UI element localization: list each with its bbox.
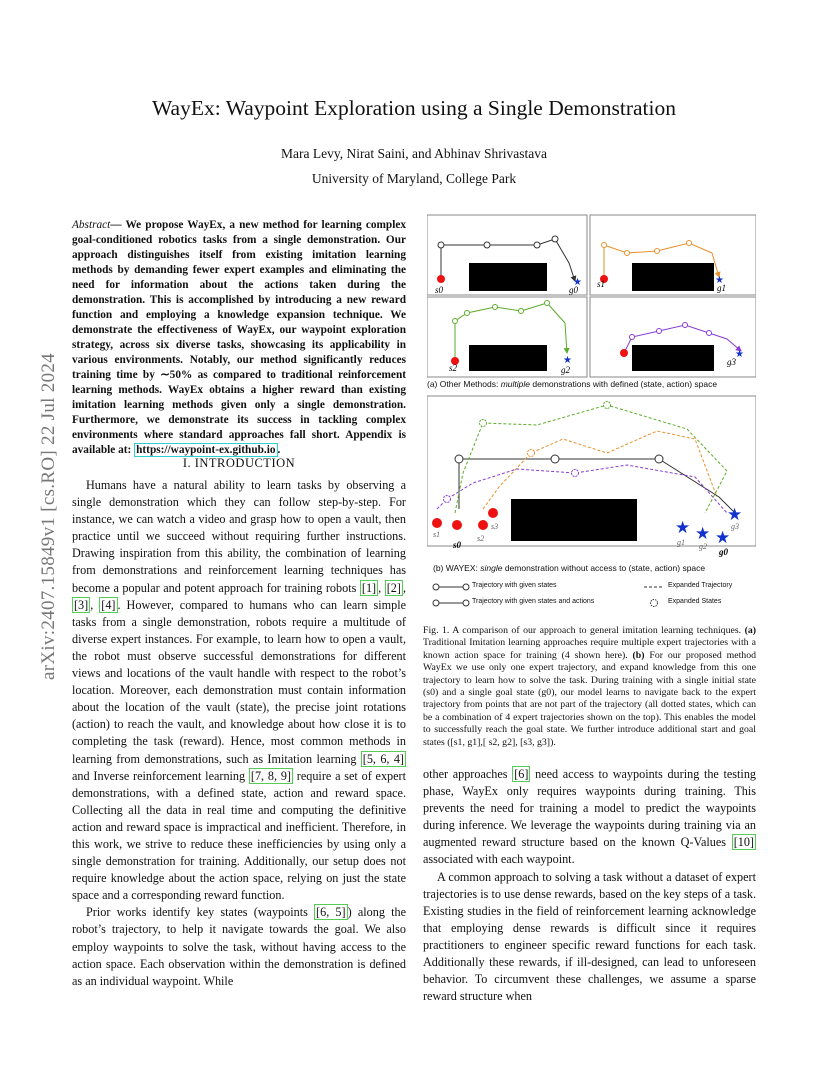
state-node: [687, 241, 692, 246]
figure-1: [427, 213, 756, 573]
citation-link[interactable]: [10]: [733, 835, 754, 850]
state-node: [493, 305, 498, 310]
affiliation: University of Maryland, College Park: [311, 171, 517, 186]
citation-link[interactable]: [6]: [514, 767, 529, 781]
abstract-end: .: [277, 444, 281, 456]
state-node: [657, 329, 662, 334]
label-s1: s1: [433, 530, 441, 539]
abstract: [72, 218, 406, 458]
goal-star: ★: [715, 528, 731, 547]
text-run: . However, compared to humans who can learn simple tasks from a single demonstration, robots require a multitude of diverse expert instances. For example, to learn how to open a vault, the robot must observe successful demonstrations for different views and locations of the vault handle with respect to the robot’s location. Moreover, each demonstration must contain information about the location of the vault (state), the precise joint rotations (action) to reach the vault, and knowledge about how close it is to completing the task (reward). Hence, most common methods in learning from demonstrations, such as Imitation learning: [72, 597, 406, 766]
label-s2: s2: [477, 534, 485, 543]
legend-label: Expanded Trajectory: [668, 582, 733, 589]
label-s2: s2: [449, 363, 458, 373]
label-s0: s0: [453, 540, 462, 550]
text-run: Humans have a natural ability to learn tasks by observing a single demonstration which they can follow step-by-step. For instance, we can watch a video and grasp how to open a vault, then practice until we succeed without requiring further instructions. Drawing inspiration from this ability, the combination of learning from demonstrations and reinforcement learning techniques has become a popular and potent approach for training robots: [72, 478, 406, 595]
label-g2: g2: [699, 542, 707, 551]
label-g2: g2: [561, 365, 570, 375]
state-node: [453, 319, 458, 324]
appendix-link[interactable]: https://waypoint-ex.github.io: [136, 444, 276, 456]
expanded-state: [444, 496, 451, 503]
paper-title: WayEx: Waypoint Exploration using a Single Demonstration: [151, 96, 676, 120]
text-run: For our proposed method WayEx we use only one expert trajectory, and expand knowledge from this one trajectory to learn how to solve the task. During training with a single initial state (s0) and a single goal state (g0), our model learns to navigate back to the expert trajectory from points that are not part of the trajectory (all dotted states, which can be a combination of 4 expert trajectories shown on the top). This enables the model to successfully reach the goal state. We further introduce additional start and goal states ([s1, g1],[ s2, g2], [s3, g3]).: [423, 649, 756, 748]
text-run: demonstration without access to (state, action) space: [502, 563, 706, 573]
label-g1: g1: [677, 538, 685, 547]
state-node: [545, 301, 550, 306]
start-state-s3: [488, 508, 498, 518]
text-run: associated with each waypoint.: [423, 852, 575, 867]
right-paragraph-2: A common approach to solving a task without a dataset of expert trajectories is to use dense rewards, based on the key steps of a task. Existing studies in the field of reinforcement learning acknowledge that employing dense rewards is difficult since it requires practitioners to engineer specific reward functions for each task. Additionally these rewards, if ill-designed, can lead to unforeseen behavior. To circumvent these challenges, we assume a sparse reward structure when: [423, 869, 756, 1004]
state-node: [625, 251, 630, 256]
right-paragraph-1: [423, 766, 756, 869]
goal-star: ★: [727, 505, 743, 524]
expanded-state: [480, 420, 487, 427]
text-run: Prior works identify key states (waypoints: [86, 905, 315, 920]
label-g0: g0: [569, 285, 578, 295]
legend-label: Trajectory with given states: [472, 582, 557, 589]
goal-star: ★: [563, 355, 572, 366]
expanded-trajectory-orange: [483, 431, 717, 509]
state-node: [484, 242, 490, 248]
label-s3: s3: [491, 522, 499, 531]
abstract-text: — We propose WayEx, a new method for learning complex goal-conditioned robotics tasks from a single demonstration. Our approach distinguishes itself from existing imitation learning methods by demanding fewer expert examples and eliminating the need for information about the actions taken during the demonstration. This is accomplished by introducing a new reward function and employing a knowledge expansion technique. We demonstrate the effectiveness of WayEx, our waypoint exploration strategy, across six diverse tasks, showcasing its applicability in various environments. Notably, our method significantly reduces training time by ∼50% as compared to traditional reinforcement learning methods. WayEx obtains a higher reward than existing imitation learning methods given only a single demonstration. Furthermore, we demonstrate its success in tackling complex environments where standard approaches fall short. Appendix is available at:: [72, 219, 406, 456]
intro-paragraph-1: Humans have a natural ability to learn tasks by observing a single demonstration which they can follow step-by-step. For instance, we can watch a video and grasp how to open a vault, then practice until we succeed without requiring further instructions. Drawing inspiration from this ability, the combination of learning from demonstrations and reinforcement learning techniques has become a popular and potent approach for training robots [1] , [2] , [3] , [4] . However, compared to humans who can learn simple tasks from a single demonstration, robots require a multitude of diverse expert instances. For example, to learn how to open a vault, the robot must observe successful demonstrations for different views and locations of the vault handle with respect to the robot’s location. Moreover, each demonstration must contain information about the location of the vault (state), the precise joint rotations (action) to reach the vault, and knowledge about how close it is to completing the task (reward). Hence, most common methods in learning from demonstrations, such as Imitation learning [5, 6, 4] and Inverse reinforcement learning [7, 8, 9] require a set of expert demonstrations, with a defined state, action and reward space. Collecting all the data in real time and computing the definitive action and reward space is impractical and inefficient. Therefore, in this work, we strive to reduce these inefficiencies by using only a single demonstration for training. Additionally, our setup does not require knowledge about the action space, relying on just the state space and a corresponding reward function.: [72, 478, 406, 903]
state-node: [552, 236, 558, 242]
text-run: ) along the robot’s trajectory, to help it navigate towards the goal. We also employ waypoints to solve the task, without having access to the action space. Each observation within the demonstration is defined as an individual waypoint. While: [72, 905, 406, 988]
caption-a: [427, 379, 756, 389]
legend-label: Trajectory with given states and actions: [472, 598, 595, 605]
text-run: (a): [744, 625, 756, 636]
text-run: other approaches: [423, 767, 513, 781]
text-run: single: [480, 563, 503, 573]
start-state-s3: [620, 349, 628, 357]
goal-star: ★: [715, 275, 724, 286]
legend-line-actions: [432, 598, 472, 608]
intro-left-column: [72, 477, 406, 990]
text-run: (a) Other Methods:: [427, 379, 501, 389]
start-state-s2: [478, 520, 488, 530]
text-run: multiple: [500, 379, 530, 389]
text-run: (b): [632, 649, 645, 661]
citation-link[interactable]: [6, 5]: [316, 905, 346, 920]
arxiv-sidebar: [18, 200, 58, 680]
expanded-state: [528, 450, 535, 457]
start-state-s0: [452, 520, 462, 530]
state-node: [534, 242, 540, 248]
state-node: [602, 243, 607, 248]
label-g0: g0: [719, 547, 728, 557]
text-run: and Inverse reinforcement learning: [72, 768, 249, 783]
figure-caption: [423, 625, 756, 749]
obstacle: [632, 263, 714, 291]
citation-link[interactable]: [7, 8, 9]: [250, 768, 291, 783]
obstacle: [469, 263, 547, 291]
text-run: Traditional Imitation learning approaches require multiple expert trajectories with a known action space for training (4 shown here).: [423, 637, 756, 661]
intro-paragraph-2: [72, 904, 406, 989]
arxiv-id: arXiv:2407.15849v1 [cs.RO] 22 Jul 2024: [38, 353, 59, 680]
state-node: [465, 311, 470, 316]
citation-link[interactable]: [4]: [101, 597, 116, 612]
label-s1: s1: [597, 279, 606, 289]
expanded-state: [604, 402, 611, 409]
citation-link[interactable]: [2]: [386, 580, 401, 595]
obstacle: [632, 345, 714, 371]
figure-legend: [432, 582, 756, 614]
legend-dashed-circle: [642, 598, 666, 608]
citation-link[interactable]: [1]: [361, 580, 377, 595]
goal-star: ★: [675, 518, 691, 537]
goal-star: ★: [735, 349, 744, 360]
citation-link[interactable]: [3]: [74, 597, 89, 612]
state-node: [551, 455, 559, 463]
state-node: [655, 455, 663, 463]
author-list: Mara Levy, Nirat Saini, and Abhinav Shrivastava: [280, 146, 548, 161]
start-state-s1: [432, 518, 442, 528]
legend-label: Expanded States: [668, 598, 722, 605]
expanded-state: [572, 470, 579, 477]
state-node: [455, 455, 463, 463]
caption-b: [433, 563, 762, 573]
abstract-label: Abstract: [72, 219, 111, 231]
start-state-s0: [437, 275, 445, 283]
text-run: Fig. 1. A comparison of our approach to general imitation learning techniques.: [423, 625, 745, 636]
goal-star: ★: [573, 277, 582, 288]
goal-star: ★: [695, 524, 711, 543]
section-heading: I. INTRODUCTION: [182, 456, 296, 470]
figure-1-graphic: [427, 213, 756, 573]
text-run: demonstrations with defined (state, action) space: [530, 379, 718, 389]
text-run: need access to waypoints during the testing phase, WayEx only requires waypoints during training. This prevents the need for training a model to predict the waypoints during inference. We leverage the waypoints during training via an augmented reward structure based on the known Q-Values: [423, 767, 757, 850]
label-g3: g3: [727, 357, 736, 367]
state-node: [630, 335, 635, 340]
state-node: [683, 323, 688, 328]
state-node: [519, 309, 524, 314]
obstacle: [469, 345, 547, 371]
label-g1: g1: [717, 283, 726, 293]
obstacle: [511, 499, 637, 541]
citation-link[interactable]: [5, 6, 4]: [362, 751, 404, 766]
state-node: [707, 331, 712, 336]
label-s0: s0: [435, 285, 444, 295]
text-run: (b) WAYEX:: [433, 563, 481, 573]
label-g3: g3: [731, 522, 739, 531]
text-run: require a set of expert demonstrations, with a defined state, action and reward space. Collecting all the data in real time and computing the definitive action and reward space is impractical and inefficient. Therefore, in this work, we strive to reduce these inefficiencies by using only a single demonstration for training. Additionally, our setup does not require knowledge about the action space, relying on just the state space and a corresponding reward function.: [72, 768, 406, 903]
intro-right-column: [423, 766, 756, 1005]
legend-dashed-line: [642, 582, 666, 592]
legend-line-states: [432, 582, 472, 592]
state-node: [655, 249, 660, 254]
state-node: [438, 242, 444, 248]
